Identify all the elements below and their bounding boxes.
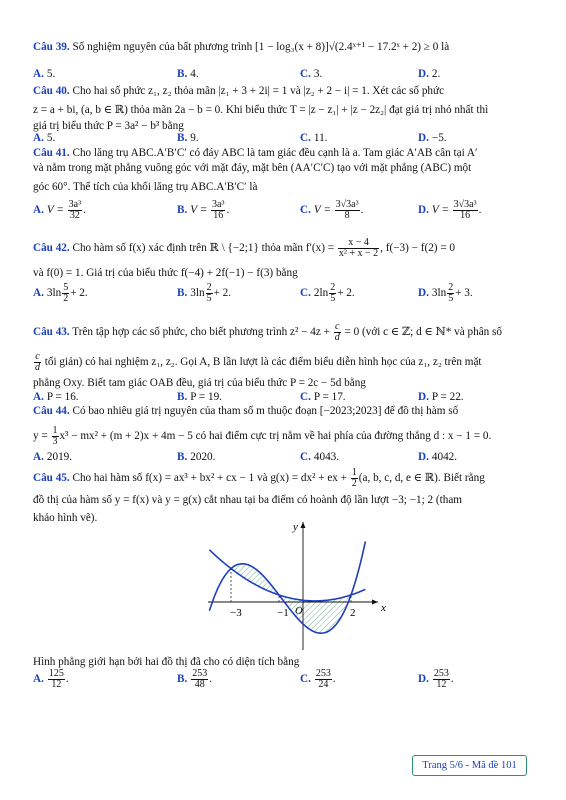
option-b: B. $\frac{253}{48}$ . [177,668,213,690]
origin-label: O [295,606,303,617]
option-d: D. $\frac{253}{12}$ . [418,668,454,690]
option-a: A. 5. [33,68,56,80]
question-39 [33,40,538,53]
question-number: Câu 44. [33,405,70,417]
question-number: Câu 40. [33,85,70,97]
y-axis-label: y [293,521,298,533]
question-text: Số nghiệm nguyên của bất phương trình [1 − log₃(x + 8)]√(2.4ˣ⁺¹ − 17.2ˣ + 2) ≥ 0 là [72,41,450,53]
option-c: C. P = 17. [300,391,346,403]
page-footer: Trang 5/6 - Mã đề 101 [412,755,527,776]
option-d: D. V = $\frac{\text{3√3a³}}{16}$ . [418,199,482,221]
question-41 [33,147,538,159]
curve-f [209,541,365,633]
question-number: Câu 39. [33,41,70,53]
x-axis-label: x [381,602,386,614]
option-b: B. 4. [177,68,199,80]
question-text: Cho hai số phức z₁, z₂ thỏa mãn |z₁ + 3 + 2i| = 1 và |z₂ + 2 − i| = 1. Xét các số phức [72,85,445,97]
option-c: C. V = $\frac{\text{3√3a³}}{8}$ . [300,199,364,221]
option-b: B. 3ln $\frac{2}{5}$ + 2. [177,282,232,304]
option-b: B. 9. [177,132,199,144]
question-43-line3: phẳng Oxy. Biết tam giác OAB đều, giá trị của biểu thức P = 2c − 5d bằng [33,377,366,389]
question-number: Câu 42. [33,242,70,255]
options-42 [33,283,538,313]
x-axis-arrow [372,600,378,605]
question-40 [33,85,538,97]
option-c: C. 4043. [300,451,340,463]
options-41 [33,200,538,230]
question-text: Cho lăng trụ ABC.A′B′C′ có đáy ABC là tam giác đều cạnh là a. Tam giác A′AB cân tại A′ [72,147,478,159]
question-number: Câu 41. [33,147,70,159]
question-45-prompt: Hình phẳng giới hạn bởi hai đồ thị đã cho có diện tích bằng [33,656,300,668]
question-44: Câu 44. Có bao nhiêu giá trị nguyên của tham số m thuộc đoạn [−2023;2023] để đồ thị hàm số [33,405,459,417]
option-d: D. 4042. [418,451,458,463]
tick-label-minus3: −3 [230,607,242,619]
question-45: Câu 45. Cho hai hàm số f(x) = ax³ + bx² + cx − 1 và g(x) = dx² + ex + $\frac{1}{2}$ (a, b, c, d, e ∈ ℝ). Biết rằng [33,467,485,489]
option-d: D. P = 22. [418,391,464,403]
option-c: C. 11. [300,132,328,144]
question-45-line3: khảo hình vẽ). [33,512,98,524]
curve-g [209,550,365,601]
question-43: Câu 43. Trên tập hợp các số phức, cho biết phương trình z² − 4z + $\frac{c}{d}$ = 0 (với c ∈ ℤ; d ∈ ℕ* và phân số [33,321,502,343]
option-a: A. 2019. [33,451,73,463]
option-a: A. P = 16. [33,391,79,403]
question-42-line2: và f(0) = 1. Giá trị của biểu thức f(−4) + 2f(−1) − f(3) bằng [33,267,298,279]
option-d: D. −5. [418,132,447,144]
tick-label-minus1: −1 [277,607,289,619]
option-b: B. V = $\frac{\text{3a³}}{16}$ . [177,199,230,221]
option-d: D. 2. [418,68,441,80]
question-40-line3: giá trị biểu thức P = 3a² − b³ bằng [33,120,184,132]
question-43-line2: $\frac{c}{d}$ tối giản) có hai nghiệm z₁, z₂. Gọi A, B lần lượt là các điểm biểu diễn hình học của z₁, z₂ trên mặt [35,351,482,373]
question-41-line2: và nằm trong mặt phẳng vuông góc với mặt đáy, mặt bên (AA′C′C) tạo với mặt phẳng (ABC) một [33,162,472,174]
tick-label-2: 2 [350,607,356,619]
option-a: A. 5. [33,132,56,144]
options-45 [33,669,538,699]
option-d: D. 3ln $\frac{2}{5}$ + 3. [418,282,473,304]
option-c: C. $\frac{253}{24}$ . [300,668,336,690]
question-number: Câu 45. [33,472,70,485]
option-b: B. 2020. [177,451,216,463]
question-40-line2: z = a + bi, (a, b ∈ ℝ) thỏa mãn 2a − b = 0. Khi biểu thức T = |z − z₁| + |z − 2z₂| đạt giá trị nhỏ nhất thì [33,104,489,116]
option-a: A. 3ln $\frac{5}{2}$ + 2. [33,282,88,304]
option-c: C. 3. [300,68,323,80]
question-42: Câu 42. Cho hàm số f(x) xác định trên ℝ \ {−2;1} thỏa mãn f′(x) = $\frac{x - 4}{\text{x² + x − 2}}$ , f(−3) − f(2) = 0 [33,237,456,259]
question-number: Câu 43. [33,326,70,339]
option-a: A. $\frac{125}{12}$ . [33,668,69,690]
y-axis-arrow [301,522,306,528]
question-45-line2: đồ thị của hàm số y = f(x) và y = g(x) cắt nhau tại ba điểm có hoành độ lần lượt −3; −1; 2 (tham [33,494,462,506]
option-c: C. 2ln $\frac{2}{5}$ + 2. [300,282,355,304]
question-41-line3: góc 60°. Thể tích của khối lăng trụ ABC.A′B′C′ là [33,181,258,193]
option-a: A. V = $\frac{\text{3a³}}{32}$ . [33,199,86,221]
question-44-line2: y = $\frac{1}{3}$ x³ − mx² + (m + 2)x + 4m − 5 có hai điểm cực trị nằm về hai phía của đường thẳng d : x − 1 = 0. [33,425,492,447]
area-figure [200,514,390,654]
option-b: B. P = 19. [177,391,222,403]
